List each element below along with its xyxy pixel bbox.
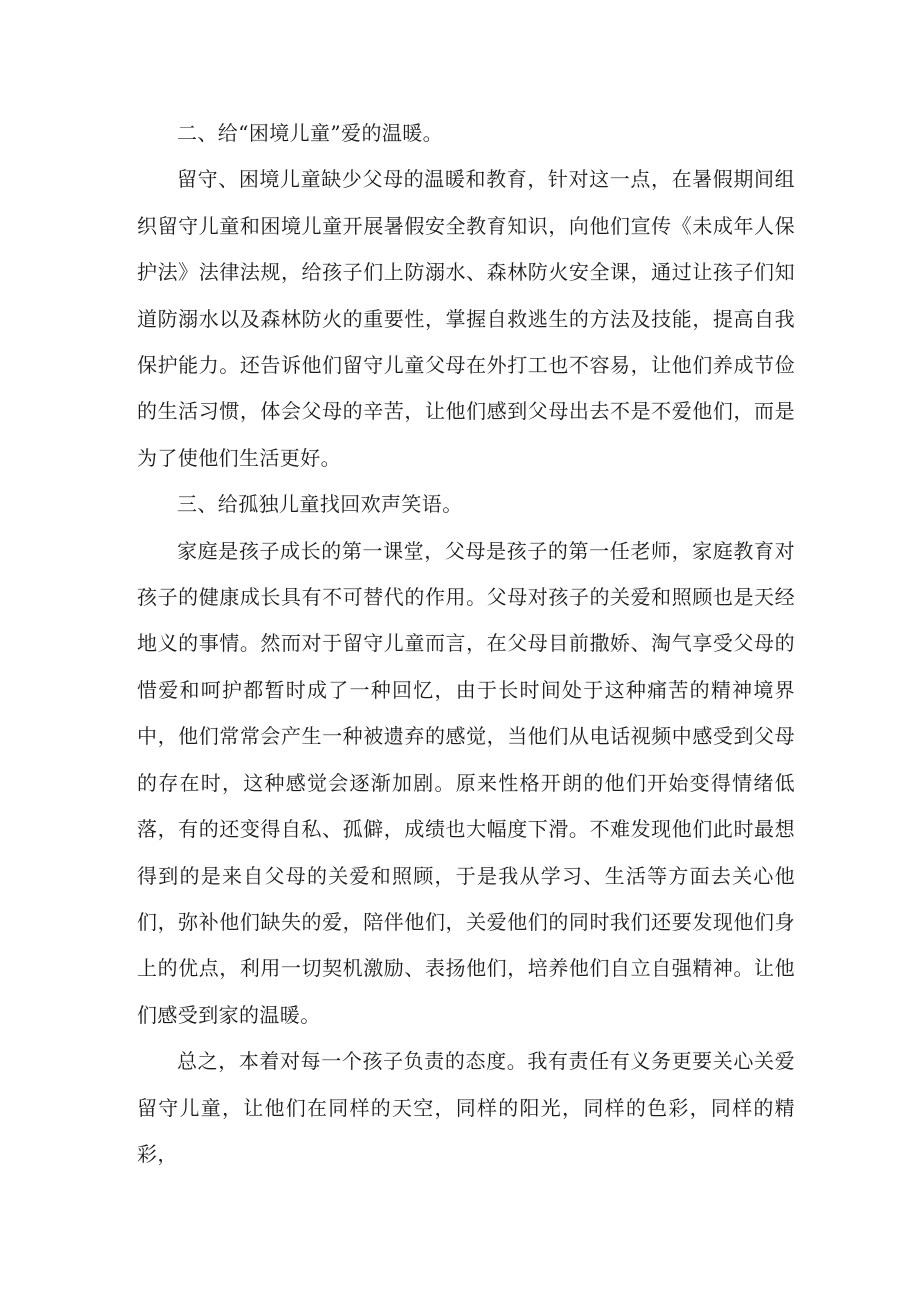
document-body: [137, 110, 795, 1177]
section-heading-3: 三、给孤独儿童找回欢声笑语。: [177, 492, 463, 517]
paragraph-family-care: 家庭是孩子成长的第一课堂，父母是孩子的第一任老师，家庭教育对孩子的健康成长具有不可替代的作用。父母对孩子的关爱和照顾也是天经地义的事情。然而对于留守儿童而言，在父母目前撒娇、淘气享受父母的惜爱和呵护都暂时成了一种回忆，由于长时间处于这种痛苦的精神境界中，他们常常会产生一种被遗弃的感觉，当他们从电话视频中感受到父母的存在时，这种感觉会逐渐加剧。原来性格开朗的他们开始变得情绪低落，有的还变得自私、孤僻，成绩也大幅度下滑。不难发现他们此时最想得到的是来自父母的关爱和照顾，于是我从学习、生活等方面去关心他们，弥补他们缺失的爱，陪伴他们，关爱他们的同时我们还要发现他们身上的优点，利用一切契机激励、表扬他们，培养他们自立自强精神。让他们感受到家的温暖。: [137, 538, 795, 1027]
paragraph-summer-safety: 留守、困境儿童缺少父母的温暖和教育，针对这一点，在暑假期间组织留守儿童和困境儿童开展暑假安全教育知识，向他们宣传《未成年人保护法》法律法规，给孩子们上防溺水、森林防火安全课，通过让孩子们知道防溺水以及森林防火的重要性，掌握自救逃生的方法及技能，提高自我保护能力。还告诉他们留守儿童父母在外打工也不容易，让他们养成节俭的生活习惯，体会父母的辛苦，让他们感到父母出去不是不爱他们，而是为了使他们生活更好。: [137, 167, 795, 470]
paragraph-conclusion: 总之，本着对每一个孩子负责的态度。我有责任有义务更要关心关爱留守儿童，让他们在同样的天空，同样的阳光，同样的色彩，同样的精彩，: [137, 1049, 795, 1166]
section-heading-2: 二、给“困境儿童”爱的温暖。: [177, 121, 444, 145]
